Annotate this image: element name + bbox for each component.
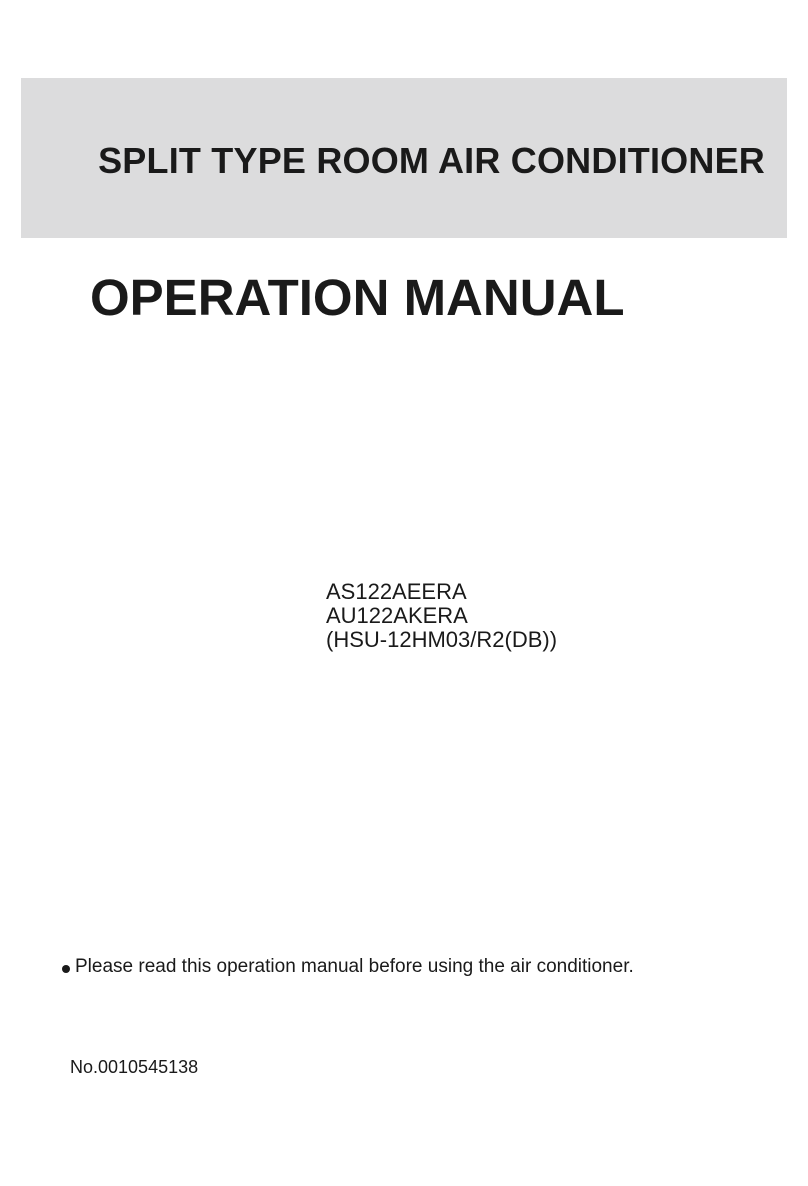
model-code: (HSU-12HM03/R2(DB)) bbox=[326, 627, 558, 652]
model-outdoor: AU122AKERA bbox=[326, 603, 468, 628]
model-indoor: AS122AEERA bbox=[326, 579, 467, 604]
bullet-dot-icon bbox=[62, 965, 70, 973]
product-type-title: SPLIT TYPE ROOM AIR CONDITIONER bbox=[98, 140, 765, 181]
document-title: OPERATION MANUAL bbox=[90, 269, 625, 326]
read-notice-text: Please read this operation manual before using the air conditioner. bbox=[75, 956, 634, 977]
model-list bbox=[326, 580, 557, 652]
header-band bbox=[21, 78, 787, 238]
read-notice bbox=[62, 954, 634, 980]
document-number: No.0010545138 bbox=[70, 1057, 199, 1077]
